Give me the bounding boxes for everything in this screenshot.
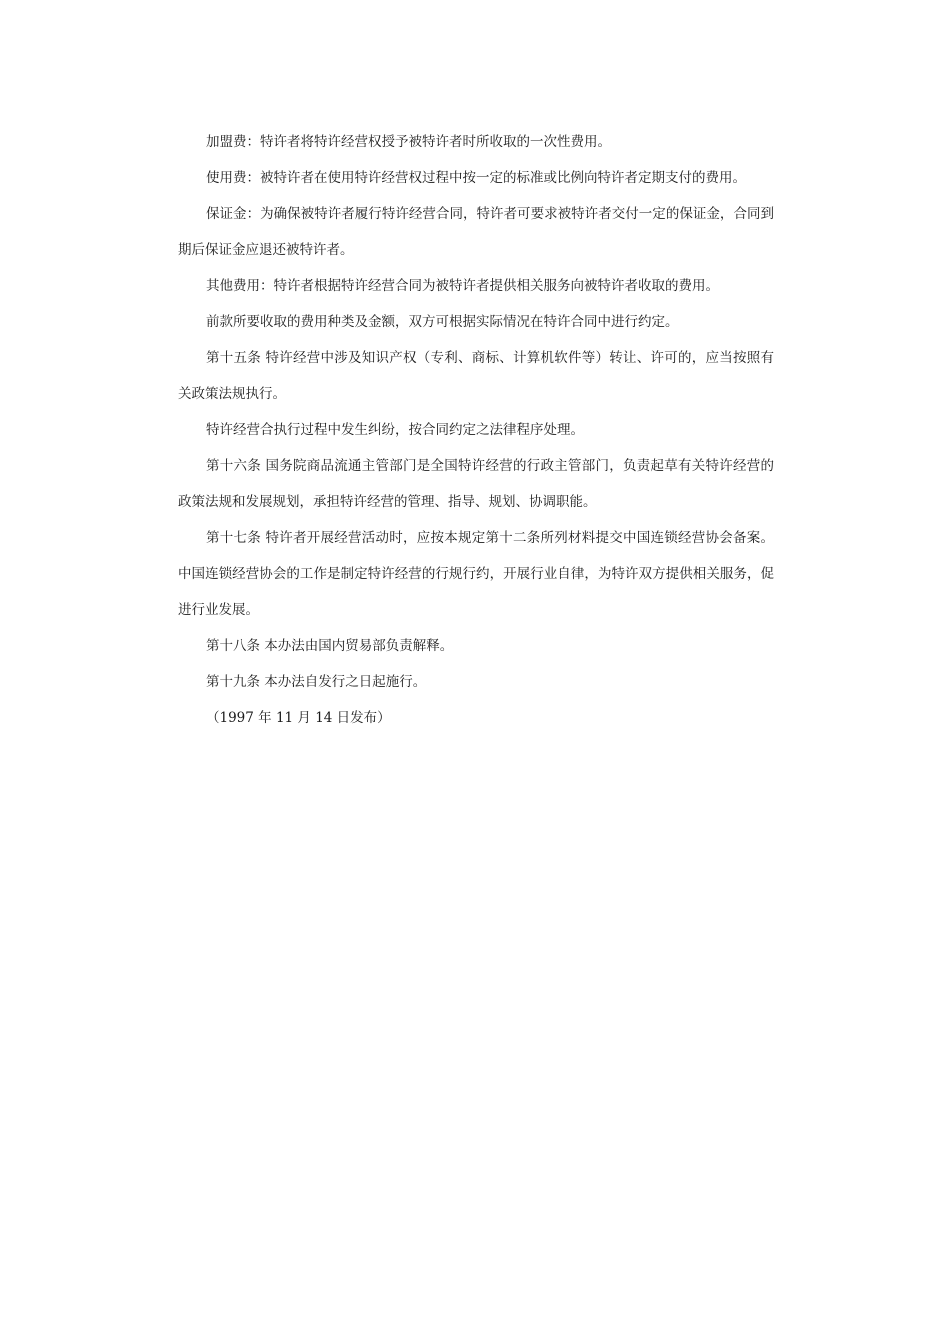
document-body — [178, 124, 774, 736]
paragraph-deposit: 保证金：为确保被特许者履行特许经营合同，特许者可要求被特许者交付一定的保证金，合同到期后保证金应退还被特许者。 — [178, 206, 774, 258]
paragraph-other-fees: 其他费用：特许者根据特许经营合同为被特许者提供相关服务向被特许者收取的费用。 — [206, 278, 719, 294]
paragraph-fee-usage: 使用费：被特许者在使用特许经营权过程中按一定的标准或比例向特许者定期支付的费用。 — [206, 170, 746, 186]
paragraph-article-19: 第十九条 本办法自发行之日起施行。 — [206, 674, 427, 690]
paragraph-publish-date: （1997 年 11 月 14 日发布） — [206, 710, 391, 726]
paragraph-fee-joining: 加盟费：特许者将特许经营权授予被特许者时所收取的一次性费用。 — [206, 134, 611, 150]
paragraph-article-18: 第十八条 本办法由国内贸易部负责解释。 — [206, 638, 454, 654]
paragraph-fee-agreement: 前款所要收取的费用种类及金额，双方可根据实际情况在特许合同中进行约定。 — [206, 314, 679, 330]
paragraph-article-15: 第十五条 特许经营中涉及知识产权（专利、商标、计算机软件等）转让、许可的，应当按照有关政策法规执行。 — [178, 350, 774, 402]
paragraph-article-16: 第十六条 国务院商品流通主管部门是全国特许经营的行政主管部门，负责起草有关特许经营的政策法规和发展规划，承担特许经营的管理、指导、规划、协调职能。 — [178, 458, 774, 510]
paragraph-disputes: 特许经营合执行过程中发生纠纷，按合同约定之法律程序处理。 — [206, 422, 584, 438]
paragraph-article-17: 第十七条 特许者开展经营活动时，应按本规定第十二条所列材料提交中国连锁经营协会备案。中国连锁经营协会的工作是制定特许经营的行规行约，开展行业自律，为特许双方提供相关服务，促进行业发展。 — [178, 530, 774, 618]
